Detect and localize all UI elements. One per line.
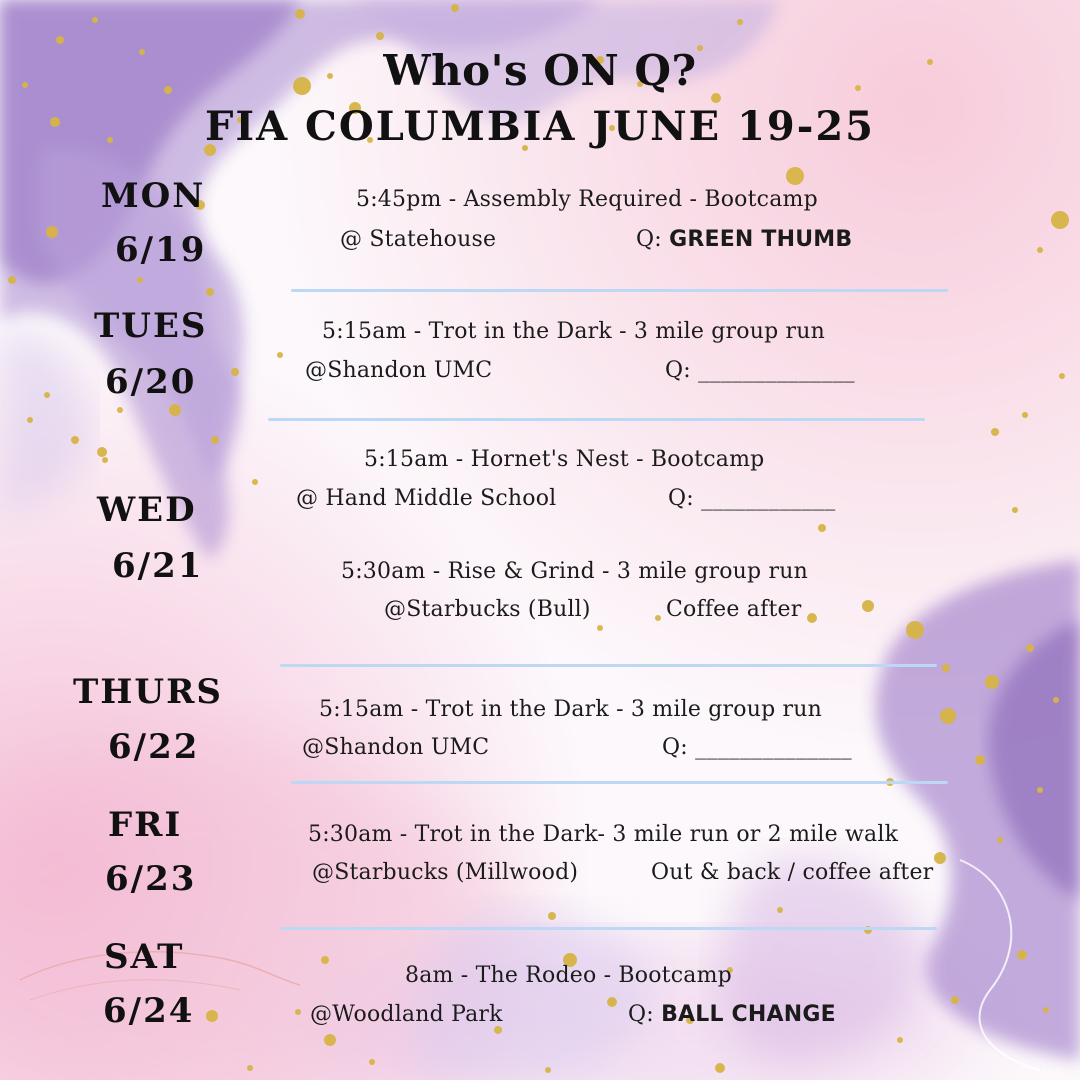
day-label-wed: WED	[97, 490, 197, 530]
event-location-tues: @Shandon UMC	[305, 358, 493, 383]
event-title-fri: 5:30am - Trot in the Dark- 3 mile run or 2 mile walk	[308, 822, 899, 847]
event-q-tues	[665, 358, 855, 383]
event-title-wed-1: 5:15am - Hornet's Nest - Bootcamp	[364, 447, 765, 472]
event-note-fri: Out & back / coffee after	[651, 860, 934, 885]
event-q-sat	[628, 1002, 836, 1027]
date-label-sat: 6/24	[103, 991, 195, 1031]
event-q-mon	[636, 227, 852, 252]
event-title-sat: 8am - The Rodeo - Bootcamp	[405, 963, 732, 988]
date-label-wed: 6/21	[112, 546, 204, 586]
event-location-wed-2: @Starbucks (Bull)	[384, 597, 591, 622]
event-title-mon: 5:45pm - Assembly Required - Bootcamp	[356, 187, 818, 212]
event-title-tues: 5:15am - Trot in the Dark - 3 mile group run	[322, 319, 825, 344]
divider	[291, 781, 948, 784]
q-value-sat: BALL CHANGE	[661, 1002, 836, 1027]
date-label-tues: 6/20	[105, 362, 197, 402]
event-location-fri: @Starbucks (Millwood)	[312, 860, 579, 885]
date-label-thurs: 6/22	[108, 727, 200, 767]
date-label-mon: 6/19	[115, 230, 207, 270]
q-label: Q:	[665, 358, 691, 383]
day-label-mon: MON	[101, 176, 206, 216]
day-label-fri: FRI	[108, 805, 183, 845]
divider	[280, 664, 937, 667]
page-title: Who's ON Q?	[383, 46, 697, 95]
q-label: Q:	[636, 227, 662, 252]
event-title-thurs: 5:15am - Trot in the Dark - 3 mile group run	[319, 697, 822, 722]
day-label-sat: SAT	[104, 937, 185, 977]
q-label: Q:	[628, 1002, 654, 1027]
q-value-thurs: ______________	[695, 735, 852, 760]
event-q-wed-1	[668, 486, 835, 511]
event-location-mon: @ Statehouse	[340, 227, 497, 252]
page-subtitle: FIA COLUMBIA JUNE 19-25	[204, 103, 876, 150]
event-q-thurs	[662, 735, 852, 760]
divider	[291, 289, 948, 292]
divider	[280, 927, 937, 930]
q-label: Q:	[668, 486, 694, 511]
day-label-tues: TUES	[94, 306, 208, 346]
q-value-tues: ______________	[698, 358, 855, 383]
date-label-fri: 6/23	[105, 859, 197, 899]
q-value-mon: GREEN THUMB	[669, 227, 853, 252]
day-label-thurs: THURS	[73, 672, 223, 712]
event-location-sat: @Woodland Park	[310, 1002, 503, 1027]
event-title-wed-2: 5:30am - Rise & Grind - 3 mile group run	[341, 559, 808, 584]
q-label: Q:	[662, 735, 688, 760]
event-location-thurs: @Shandon UMC	[302, 735, 490, 760]
divider	[268, 418, 925, 421]
q-value-wed-1: ____________	[701, 486, 836, 511]
event-location-wed-1: @ Hand Middle School	[296, 486, 557, 511]
event-note-wed-2: Coffee after	[666, 597, 802, 622]
